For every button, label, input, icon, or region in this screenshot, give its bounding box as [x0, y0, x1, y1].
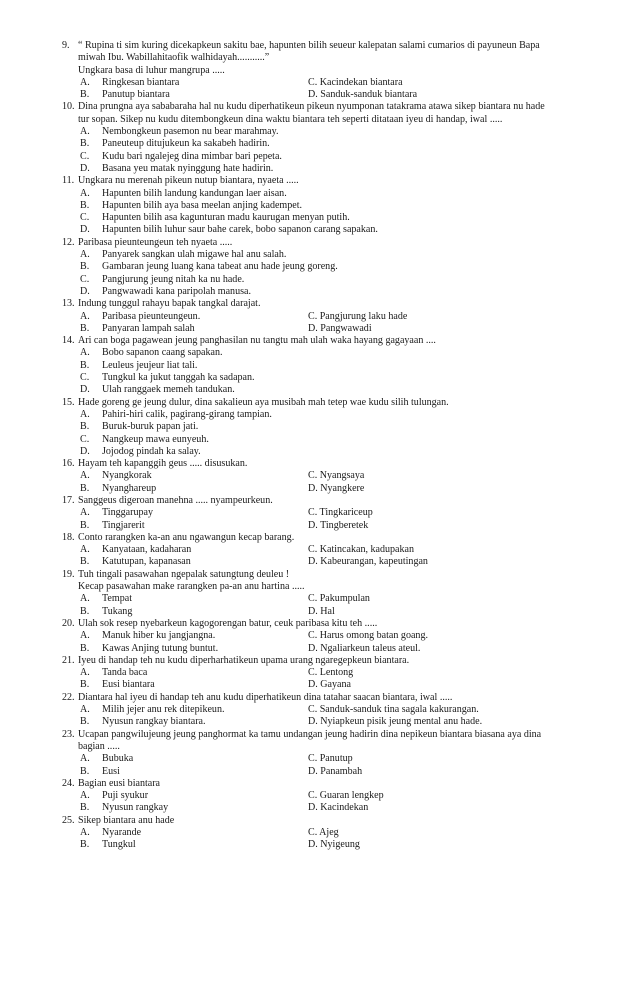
option-letter: B. [80, 199, 90, 211]
option-text: Kudu bari ngalejeg dina mimbar bari pepeta. [102, 150, 282, 162]
option-letter: A. [80, 470, 90, 482]
option-item-right [308, 556, 592, 568]
question-item [62, 618, 592, 655]
question-stem-line [62, 397, 592, 409]
option-text: Bobo sapanon caang sapakan. [102, 347, 223, 359]
option-row [62, 556, 592, 568]
option-letter: B. [80, 519, 90, 531]
question-stem-line [62, 175, 592, 187]
option-text: Pahiri-hiri calik, pagirang-girang tampian. [102, 408, 272, 420]
option-letter: A. [80, 630, 90, 642]
option-text: Buruk-buruk papan jati. [102, 421, 199, 433]
question-stem-line [62, 815, 592, 827]
option-text: Nyusun rangkay biantara. [102, 716, 206, 728]
question-text: Indung tunggul rahayu bapak tangkal darajat. [78, 298, 261, 310]
option-row [62, 89, 592, 101]
option-item [78, 286, 592, 298]
option-text: Milih jejer anu rek ditepikeun. [102, 704, 225, 716]
question-stem-line [62, 458, 592, 470]
option-letter: D. [80, 285, 90, 297]
option-letter: A. [80, 544, 90, 556]
option-item-right [308, 667, 592, 679]
option-row [62, 827, 592, 839]
question-item [62, 458, 592, 495]
option-text: Nyarande [102, 827, 142, 838]
option-item-right [308, 89, 592, 101]
option-row [62, 507, 592, 519]
option-text: D. Gayana [308, 679, 351, 691]
question-stem-line [62, 655, 592, 667]
question-stem-line [62, 495, 592, 507]
question-number: 21. [62, 654, 75, 666]
option-item-right [308, 470, 592, 482]
option-row [62, 753, 592, 765]
option-item [78, 212, 592, 224]
option-item-left [78, 89, 308, 101]
option-row [62, 802, 592, 814]
question-text-continued: Ungkara basa di luhur mangrupa ..... [78, 64, 225, 76]
option-text: D. Nyigeung [308, 839, 360, 851]
option-text: Nangkeup mawa eunyeuh. [102, 433, 209, 445]
option-letter: B. [80, 89, 90, 101]
option-text: C. Tingkariceup [308, 507, 373, 519]
option-item [78, 126, 592, 138]
question-item [62, 298, 592, 335]
option-row [62, 667, 592, 679]
option-letter: B. [80, 359, 90, 371]
question-item [62, 101, 592, 175]
question-item [62, 778, 592, 815]
option-item-left [78, 667, 308, 679]
question-sheet [62, 40, 592, 852]
option-row [62, 704, 592, 716]
option-item-right [308, 839, 592, 851]
option-text: Hapunten bilih landung kandungan laer aisan. [102, 187, 287, 199]
option-text: Jojodog pindah ka salay. [102, 445, 201, 457]
option-text: D. Pangwawadi [308, 322, 372, 334]
question-number: 11. [62, 175, 75, 187]
option-row [62, 384, 592, 396]
option-letter: B. [80, 716, 90, 728]
question-stem-line [62, 778, 592, 790]
option-text: D. Tingberetek [308, 519, 369, 531]
question-text: Hayam teh kapanggih geus ..... disusukan. [78, 458, 248, 470]
option-letter: D. [80, 445, 90, 457]
question-text-continued: Kecap pasawahan make rarangken pa-an anu hartina ..... [78, 581, 305, 593]
question-stem-line [62, 335, 592, 347]
option-item-left [78, 766, 308, 778]
question-text-continued: tur sopan. Sikep nu kudu ditembongkeun dina waktu biantara teh seperti ditataan iyeu di handap, iwal ..... [78, 113, 503, 125]
option-row [62, 200, 592, 212]
question-text: Paribasa pieunteungeun teh nyaeta ..... [78, 236, 233, 248]
option-text: Pangjurung jeung nitah ka nu hade. [102, 273, 245, 285]
option-row [62, 372, 592, 384]
option-item-left [78, 311, 308, 323]
option-letter: B. [80, 482, 90, 494]
question-item [62, 495, 592, 532]
question-number: 25. [62, 814, 75, 826]
question-stem-line [62, 569, 592, 581]
question-text: Ari can boga pagawean jeung panghasilan nu tangtu mah ulah waka hayang gagayaan .... [78, 335, 436, 347]
question-text: Conto rarangken ka-an anu ngawangun kecap barang. [78, 531, 295, 543]
option-text: Hapunten bilih asa kagunturan madu kaurugan menyan putih. [102, 212, 350, 224]
question-item [62, 335, 592, 396]
question-text: Bagian eusi biantara [78, 777, 161, 789]
option-text: Tingjarerit [102, 519, 145, 531]
option-item-left [78, 606, 308, 618]
question-item [62, 692, 592, 729]
option-item-left [78, 716, 308, 728]
question-item [62, 397, 592, 458]
option-row [62, 470, 592, 482]
question-text: Hade goreng ge jeung dulur, dina sakalieun aya musibah mah tetep wae kudu silih tulungan. [78, 396, 449, 408]
option-text: D. Hal [308, 605, 335, 617]
option-letter: A. [80, 187, 90, 199]
option-item-right [308, 716, 592, 728]
option-letter: C. [80, 273, 90, 285]
option-row [62, 434, 592, 446]
option-item [78, 249, 592, 261]
option-item [78, 138, 592, 150]
option-item-right [308, 827, 592, 839]
option-item-left [78, 679, 308, 691]
option-item [78, 434, 592, 446]
option-letter: B. [80, 765, 90, 777]
question-number: 13. [62, 298, 75, 310]
option-item-right [308, 323, 592, 335]
option-letter: D. [80, 224, 90, 236]
option-letter: B. [80, 605, 90, 617]
option-row [62, 766, 592, 778]
question-number: 9. [62, 40, 70, 51]
question-stem-line [62, 40, 592, 52]
option-row [62, 360, 592, 372]
question-number: 10. [62, 101, 75, 113]
option-item-right [308, 753, 592, 765]
question-number: 19. [62, 568, 75, 580]
question-item [62, 815, 592, 852]
question-number: 17. [62, 494, 75, 506]
option-item-right [308, 790, 592, 802]
option-item-left [78, 827, 308, 839]
option-letter: C. [80, 212, 90, 224]
option-item-left [78, 323, 308, 335]
option-item-left [78, 753, 308, 765]
question-number: 22. [62, 691, 75, 703]
option-text: D. Kacindekan [308, 802, 369, 814]
option-row [62, 593, 592, 605]
option-letter: A. [80, 347, 90, 359]
option-letter: A. [80, 507, 90, 519]
option-item-right [308, 507, 592, 519]
option-item-right [308, 630, 592, 642]
option-row [62, 274, 592, 286]
option-row [62, 839, 592, 851]
option-item [78, 151, 592, 163]
option-text: Nyanghareup [102, 482, 157, 494]
option-text: Nyusun rangkay [102, 802, 169, 814]
question-text-continued: miwah Ibu. Wabillahitaofik walhidayah...........” [78, 52, 270, 64]
option-text: Paneuteup ditujukeun ka sakabeh hadirin. [102, 138, 270, 150]
option-item-left [78, 483, 308, 495]
question-text: Ulah sok resep nyebarkeun kagogorengan batur, ceuk paribasa kitu teh ..... [78, 617, 378, 629]
option-text: Puji syukur [102, 790, 149, 802]
question-stem-line [62, 298, 592, 310]
question-item [62, 569, 592, 618]
question-item [62, 729, 592, 778]
option-row [62, 188, 592, 200]
option-text: Panyaran lampah salah [102, 322, 195, 334]
option-item-left [78, 704, 308, 716]
option-text: C. Pakumpulan [308, 593, 370, 605]
option-row [62, 151, 592, 163]
option-text: C. Katincakan, kadupakan [308, 544, 415, 556]
option-text: Tanda baca [102, 667, 148, 679]
option-row [62, 347, 592, 359]
option-text: C. Lentong [308, 667, 354, 679]
option-text: Manuk hiber ku jangjangna. [102, 630, 216, 642]
question-item [62, 237, 592, 298]
option-item-left [78, 77, 308, 89]
question-text: Diantara hal iyeu di handap teh anu kudu diperhatikeun dina tatahar saacan biantara, iwal ..... [78, 691, 453, 703]
question-number: 16. [62, 458, 75, 470]
option-letter: A. [80, 790, 90, 802]
option-item-right [308, 704, 592, 716]
option-letter: B. [80, 642, 90, 654]
question-text: Tuh tingali pasawahan ngepalak satungtung deuleu ! [78, 568, 290, 580]
option-text: Pangwawadi kana paripolah manusa. [102, 285, 251, 297]
option-item-right [308, 606, 592, 618]
option-text: Panyarek sangkan ulah migawe hal anu salah. [102, 249, 287, 261]
option-row [62, 679, 592, 691]
option-text: Leuleus jeujeur liat tali. [102, 359, 198, 371]
option-letter: D. [80, 384, 90, 396]
option-text: C. Kacindekan biantara [308, 76, 403, 88]
option-item-left [78, 593, 308, 605]
option-text: Eusi biantara [102, 679, 155, 691]
option-row [62, 421, 592, 433]
question-number: 23. [62, 728, 75, 740]
option-row [62, 544, 592, 556]
option-item-left [78, 839, 308, 851]
question-text: Dina prungna aya sababaraha hal nu kudu diperhatikeun pikeun nyumponan tatakrama atawa sikep biantara nu hade [78, 101, 545, 113]
option-item [78, 200, 592, 212]
option-item [78, 372, 592, 384]
question-text: Ungkara nu merenah pikeun nutup biantara, nyaeta ..... [78, 175, 299, 187]
option-item [78, 188, 592, 200]
option-item-left [78, 802, 308, 814]
question-number: 15. [62, 396, 75, 408]
option-letter: C. [80, 150, 90, 162]
question-text: Ucapan pangwilujeung jeung panghormat ka tamu undangan jeung hadirin dina nepikeun biantara biasana aya dina [78, 728, 542, 740]
option-letter: C. [80, 433, 90, 445]
option-item-right [308, 544, 592, 556]
option-row [62, 446, 592, 458]
question-text: Sanggeus digeroan manehna ..... nyampeurkeun. [78, 494, 273, 506]
option-letter: A. [80, 76, 90, 88]
question-number: 14. [62, 335, 75, 347]
option-letter: A. [80, 827, 90, 838]
option-letter: B. [80, 802, 90, 814]
option-text: Tempat [102, 593, 132, 605]
option-letter: B. [80, 679, 90, 691]
option-text: Katutupan, kapanasan [102, 556, 191, 568]
question-stem-line [62, 237, 592, 249]
option-row [62, 790, 592, 802]
option-letter: B. [80, 138, 90, 150]
option-item [78, 421, 592, 433]
option-letter: A. [80, 126, 90, 138]
option-text: Basana yeu matak nyinggung hate hadirin. [102, 162, 274, 174]
option-item [78, 347, 592, 359]
option-item [78, 360, 592, 372]
question-stem-line [62, 532, 592, 544]
option-text: Tinggarupay [102, 507, 153, 519]
question-number: 18. [62, 531, 75, 543]
option-text: C. Harus omong batan goang. [308, 630, 428, 642]
question-stem-line [62, 101, 592, 113]
option-letter: A. [80, 753, 90, 765]
option-row [62, 606, 592, 618]
option-letter: B. [80, 839, 90, 851]
question-text-continued: bagian ..... [78, 740, 120, 752]
option-item-right [308, 766, 592, 778]
option-row [62, 630, 592, 642]
option-letter: A. [80, 249, 90, 261]
option-letter: B. [80, 322, 90, 334]
question-item [62, 655, 592, 692]
question-item [62, 175, 592, 236]
option-item-right [308, 593, 592, 605]
option-item-left [78, 507, 308, 519]
question-text: Iyeu di handap teh nu kudu diperharhatikeun upama urang ngaregepkeun biantara. [78, 654, 410, 666]
option-text: Bubuka [102, 753, 134, 765]
question-number: 24. [62, 777, 75, 789]
option-text: C. Guaran lengkep [308, 790, 384, 802]
option-item [78, 384, 592, 396]
option-row [62, 138, 592, 150]
option-letter: B. [80, 556, 90, 568]
option-item [78, 224, 592, 236]
option-row [62, 520, 592, 532]
question-stem-line [62, 692, 592, 704]
option-text: D. Panambah [308, 765, 363, 777]
question-stem-line [62, 618, 592, 630]
option-letter: A. [80, 310, 90, 322]
option-row [62, 716, 592, 728]
option-text: Nyangkorak [102, 470, 152, 482]
option-letter: A. [80, 667, 90, 679]
option-text: Eusi [102, 765, 120, 777]
option-row [62, 249, 592, 261]
option-text: C. Sanduk-sanduk tina sagala kakurangan. [308, 704, 479, 716]
question-text: Sikep biantara anu hade [78, 814, 175, 826]
option-letter: A. [80, 704, 90, 716]
question-text: “ Rupina ti sim kuring dicekapkeun sakitu bae, hapunten bilih seueur kalepatan salami cumarios di payuneun Bapa [78, 40, 540, 51]
option-letter: D. [80, 162, 90, 174]
option-row [62, 163, 592, 175]
option-item-left [78, 643, 308, 655]
option-row [62, 261, 592, 273]
option-letter: B. [80, 261, 90, 273]
option-letter: A. [80, 408, 90, 420]
option-item [78, 274, 592, 286]
option-item-left [78, 520, 308, 532]
option-text: Kanyataan, kadaharan [102, 544, 192, 556]
option-item [78, 446, 592, 458]
question-item [62, 40, 592, 101]
question-stem-line [62, 729, 592, 741]
question-number: 12. [62, 236, 75, 248]
option-text: Kawas Anjing tutung buntut. [102, 642, 219, 654]
option-text: Panutup biantara [102, 89, 170, 101]
question-item [62, 532, 592, 569]
option-row [62, 77, 592, 89]
option-text: D. Nyiapkeun pisik jeung mental anu hade. [308, 716, 483, 728]
option-text: C. Pangjurung laku hade [308, 310, 408, 322]
option-row [62, 311, 592, 323]
option-text: Gambaran jeung luang kana tabeat anu hade jeung goreng. [102, 261, 338, 273]
option-text: Ringkesan biantara [102, 76, 180, 88]
option-text: Paribasa pieunteungeun. [102, 310, 201, 322]
option-item-right [308, 802, 592, 814]
option-item-right [308, 77, 592, 89]
option-letter: C. [80, 372, 90, 384]
option-text: Nembongkeun pasemon nu bear marahmay. [102, 126, 279, 138]
option-row [62, 212, 592, 224]
option-letter: A. [80, 593, 90, 605]
option-row [62, 483, 592, 495]
option-text: C. Panutup [308, 753, 353, 765]
option-text: Tungkul [102, 839, 136, 851]
option-row [62, 409, 592, 421]
option-text: Tukang [102, 605, 133, 617]
option-text: Tungkul ka jukut tanggah ka sadapan. [102, 372, 255, 384]
option-text: D. Nyangkere [308, 482, 365, 494]
option-item-right [308, 311, 592, 323]
option-text: Hapunten bilih luhur saur bahe carek, bobo sapanon carang sapakan. [102, 224, 378, 236]
option-row [62, 286, 592, 298]
option-item-left [78, 630, 308, 642]
option-text: C. Ajeg [308, 827, 339, 838]
option-letter: B. [80, 421, 90, 433]
question-number: 20. [62, 617, 75, 629]
option-row [62, 323, 592, 335]
option-text: D. Kabeurangan, kapeutingan [308, 556, 428, 568]
option-item [78, 163, 592, 175]
option-text: D. Sanduk-sanduk biantara [308, 89, 418, 101]
option-item-left [78, 544, 308, 556]
option-text: Hapunten bilih aya basa meelan anjing kadempet. [102, 199, 303, 211]
option-text: C. Nyangsaya [308, 470, 365, 482]
option-row [62, 224, 592, 236]
option-item-right [308, 679, 592, 691]
option-row [62, 643, 592, 655]
option-item-left [78, 470, 308, 482]
option-item-right [308, 643, 592, 655]
option-item-left [78, 790, 308, 802]
option-item-right [308, 520, 592, 532]
option-item [78, 409, 592, 421]
option-item-left [78, 556, 308, 568]
option-row [62, 126, 592, 138]
option-item [78, 261, 592, 273]
option-text: D. Ngaliarkeun taleus ateul. [308, 642, 421, 654]
option-text: Ulah ranggaek memeh tandukan. [102, 384, 235, 396]
option-item-right [308, 483, 592, 495]
